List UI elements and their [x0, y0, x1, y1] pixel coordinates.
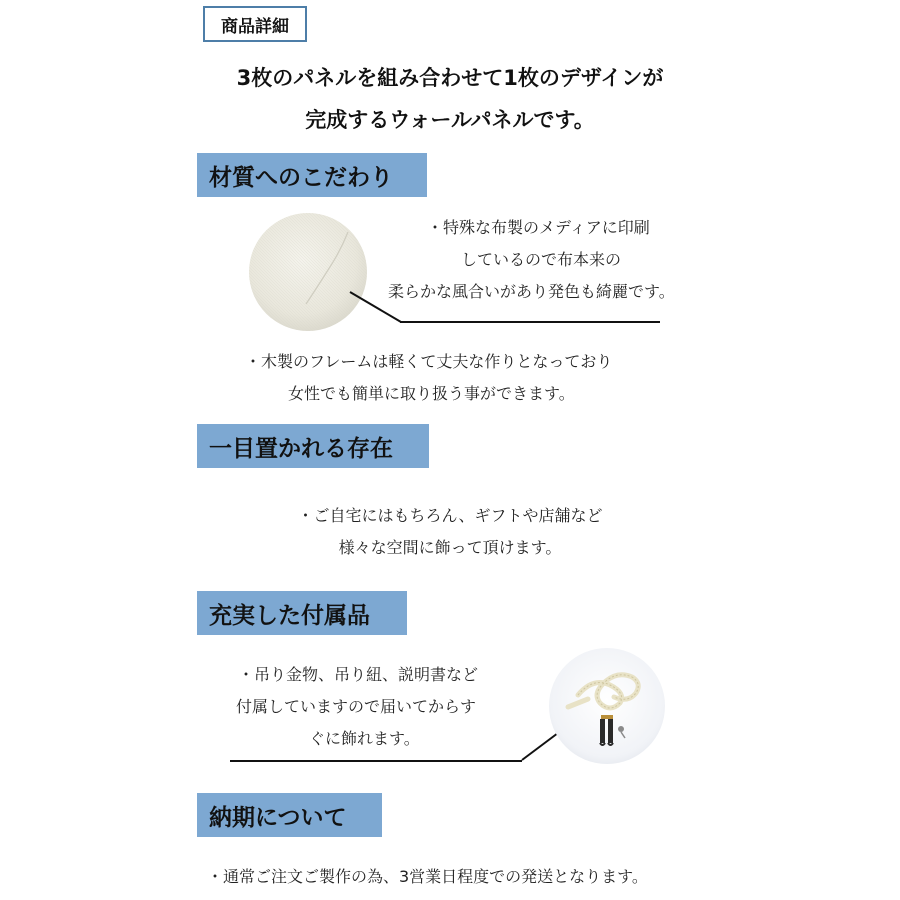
section-title-presence: 一目置かれる存在 — [197, 424, 429, 468]
accessories-callout-line-2: 付属していますので届いてからす — [236, 697, 477, 716]
delivery-note: ・通常ご注文ご製作の為、3営業日程度での発送となります。 — [207, 867, 648, 886]
section-title-accessories: 充実した付属品 — [197, 591, 407, 635]
accessories-photo — [548, 647, 666, 765]
section-title-material: 材質へのこだわり — [197, 153, 427, 197]
accessories-callout-line-1: ・吊り金物、吊り紐、説明書など — [238, 665, 479, 684]
material-callout-line-2: しているので布本来の — [461, 250, 622, 269]
product-details-tag: 商品詳細 — [203, 6, 307, 42]
callout-line-material — [400, 321, 660, 323]
section-title-delivery: 納期について — [197, 793, 382, 837]
material-callout-line-1: ・特殊な布製のメディアに印刷 — [427, 218, 650, 237]
intro-line-1: 3枚のパネルを組み合わせて1枚のデザインが — [236, 66, 664, 90]
callout-line-accessories — [230, 760, 522, 762]
material-callout-line-3: 柔らかな風合いがあり発色も綺麗です。 — [388, 282, 675, 301]
frame-note-line-2: 女性でも簡単に取り扱う事ができます。 — [288, 384, 575, 403]
frame-note-line-1: ・木製のフレームは軽くて丈夫な作りとなっており — [245, 352, 613, 371]
presence-note-line-1: ・ご自宅にはもちろん、ギフトや店舗など — [297, 506, 603, 525]
accessories-callout-line-3: ぐに飾れます。 — [309, 729, 420, 748]
presence-note-line-2: 様々な空間に飾って頂けます。 — [338, 538, 562, 557]
intro-line-2: 完成するウォールパネルです。 — [305, 108, 595, 132]
